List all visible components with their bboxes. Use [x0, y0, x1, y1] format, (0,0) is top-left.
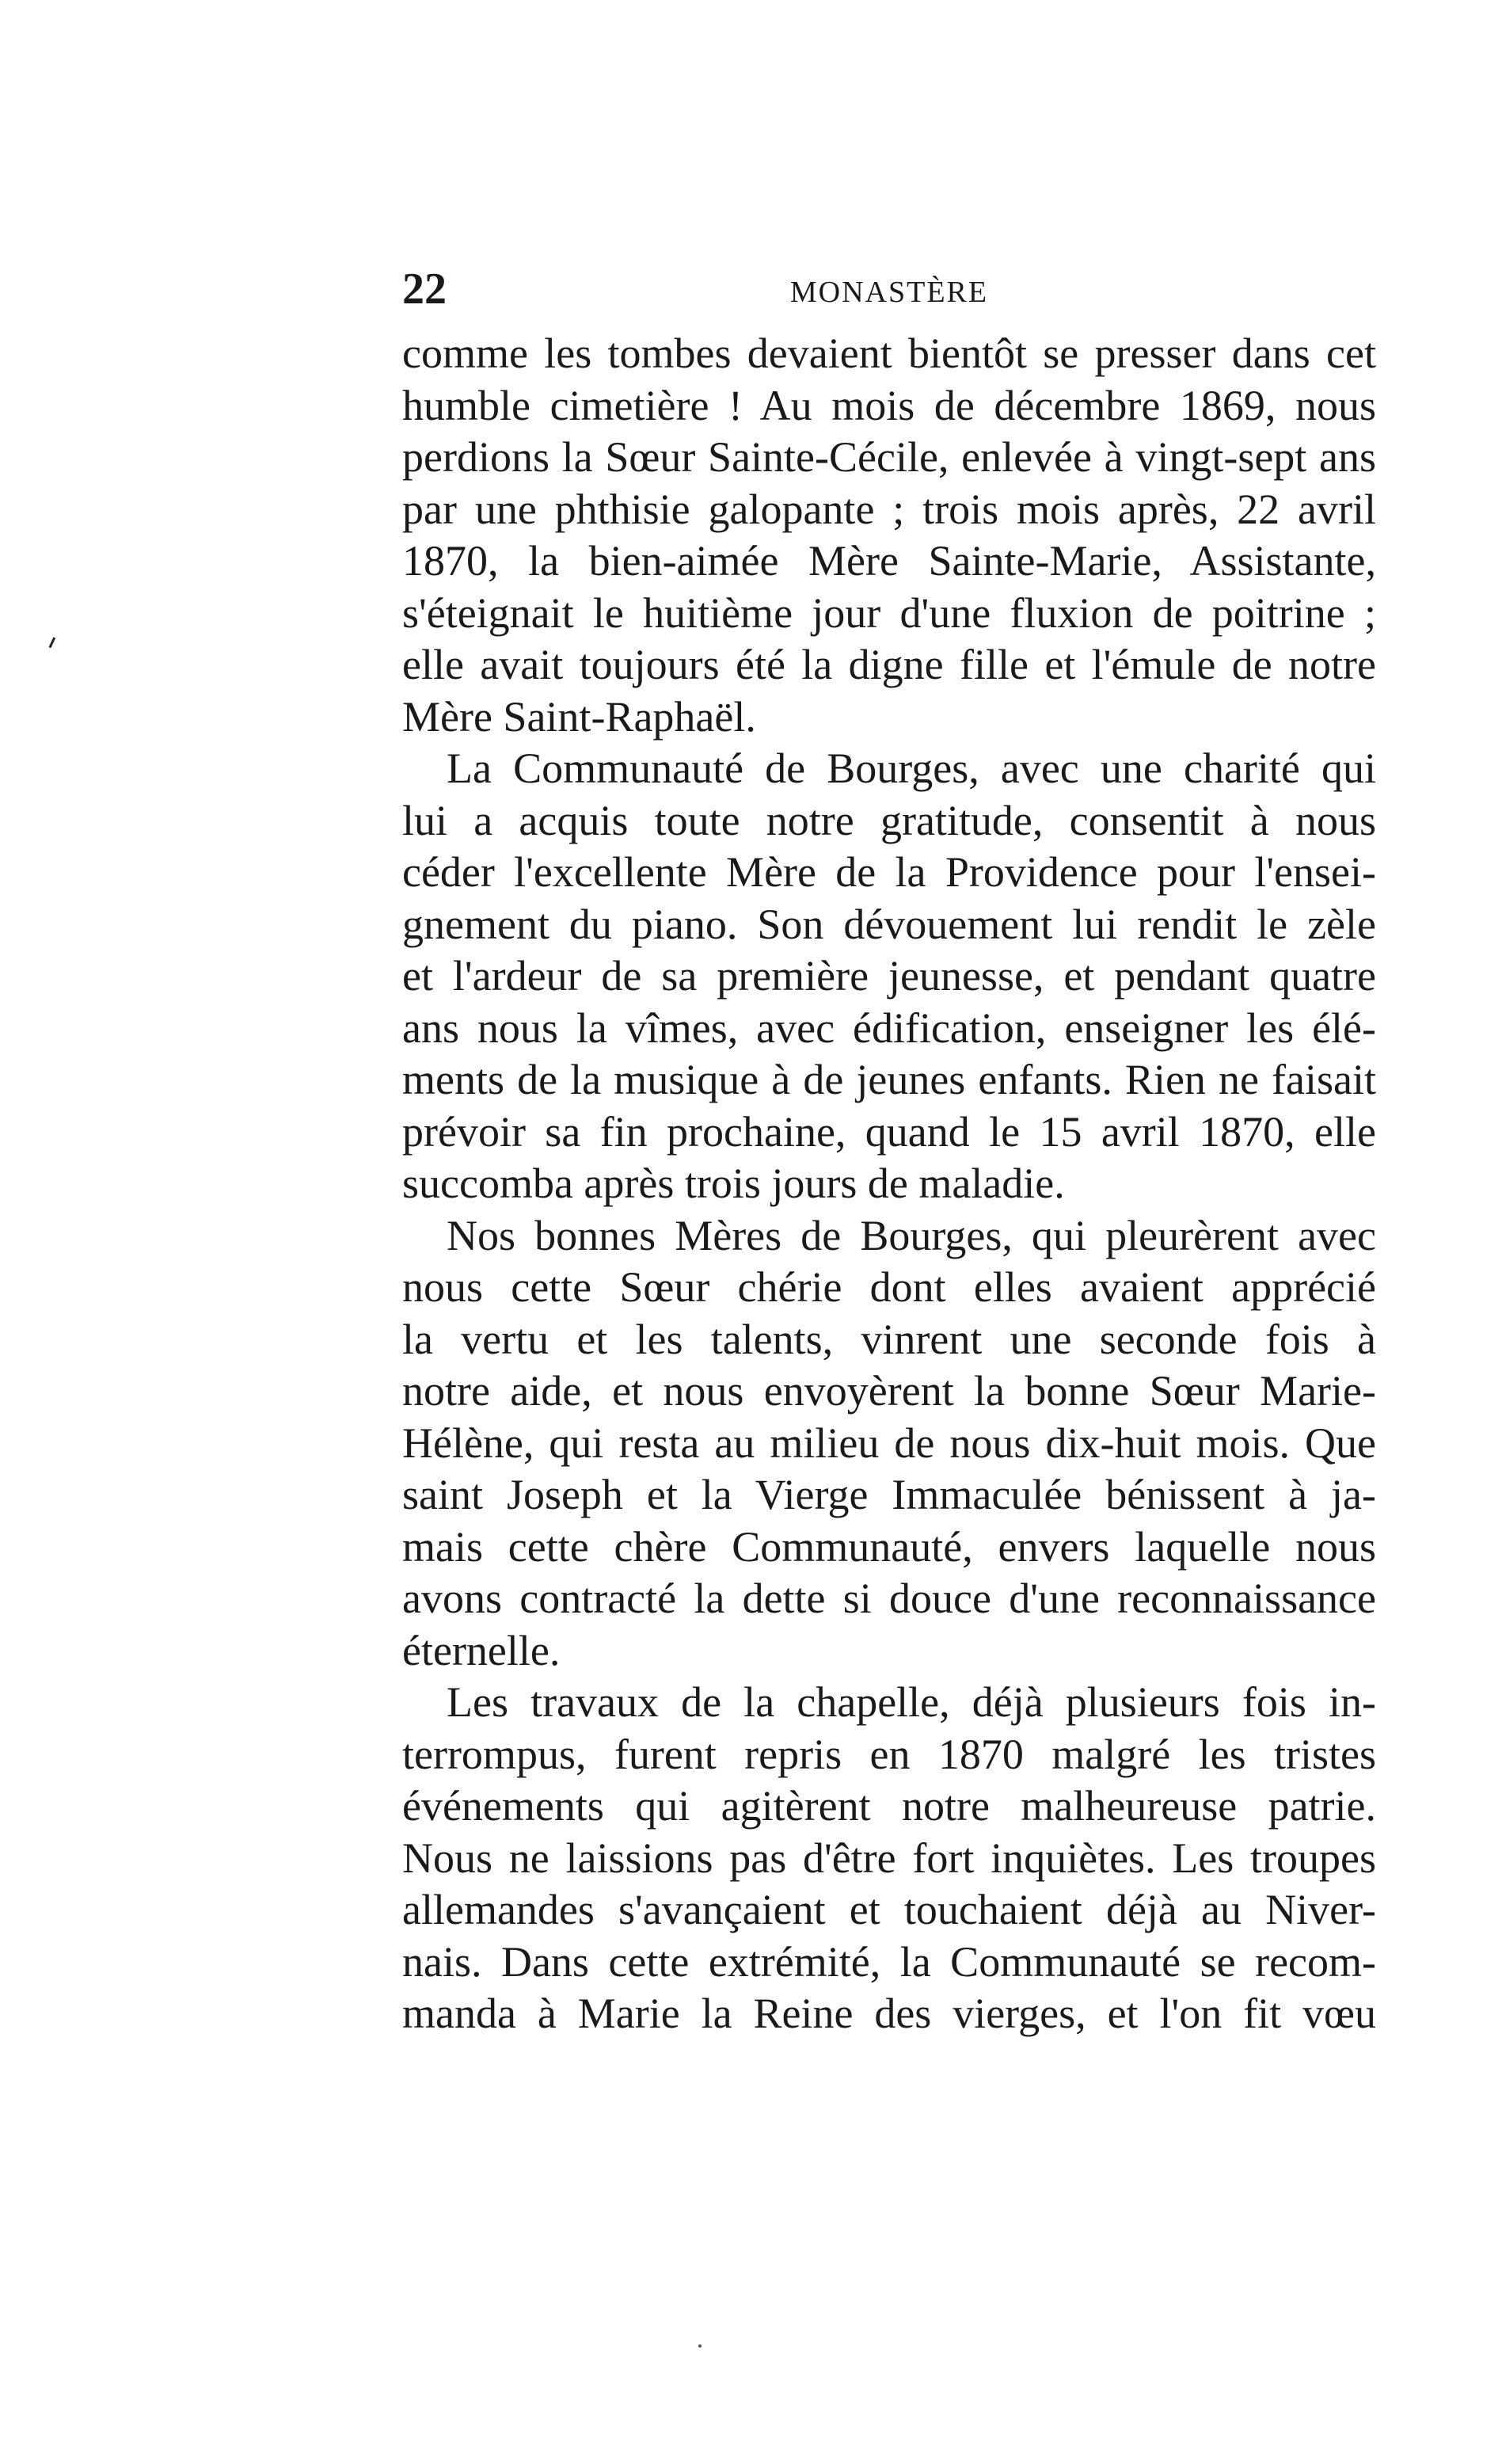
text-line: s'éteignait le huitième jour d'une fluxion de poitrine ; — [402, 588, 1376, 637]
page-number: 22 — [402, 265, 447, 314]
text-line: nais. Dans cette extrémité, la Communauté se recom- — [402, 1937, 1376, 1986]
margin-mark — [49, 637, 62, 650]
text-line: saint Joseph et la Vierge Immaculée bénissent à ja- — [402, 1471, 1376, 1518]
text-line: gnement du piano. Son dévouement lui rendit le zèle — [402, 900, 1376, 948]
text-line: et l'ardeur de sa première jeunesse, et pendant quatre — [402, 952, 1376, 1000]
text-line: prévoir sa fin prochaine, quand le 15 avril 1870, elle — [402, 1107, 1376, 1156]
text-line: ans nous la vîmes, avec édification, enseigner les élé- — [402, 1003, 1376, 1052]
text-line: terrompus, furent repris en 1870 malgré les tristes — [402, 1730, 1376, 1778]
text-line: par une phthisie galopante ; trois mois après, 22 avril — [402, 485, 1376, 533]
text-line: Nous ne laissions pas d'être fort inquiètes. Les troupes — [402, 1834, 1376, 1882]
text-line: mais cette chère Communauté, envers laquelle nous — [402, 1522, 1376, 1571]
text-line: 1870, la bien-aimée Mère Sainte-Marie, Assistante, — [402, 537, 1376, 585]
text-line: céder l'excellente Mère de la Providence pour l'ensei- — [402, 848, 1376, 896]
text-line: allemandes s'avançaient et touchaient déjà au Niver- — [402, 1886, 1376, 1933]
text-line: nous cette Sœur chérie dont elles avaient apprécié — [402, 1263, 1376, 1311]
text-line: Mère Saint-Raphaël. — [402, 692, 756, 741]
text-line: éternelle. — [402, 1626, 561, 1674]
text-line: elle avait toujours été la digne fille et l'émule de notre — [402, 641, 1376, 688]
text-line: événements qui agitèrent notre malheureuse patrie. — [402, 1782, 1376, 1830]
text-line: perdions la Sœur Sainte-Cécile, enlevée à vingt-sept ans — [402, 433, 1376, 481]
text-line: Hélène, qui resta au milieu de nous dix-huit mois. Que — [402, 1419, 1376, 1467]
text-line: Les travaux de la chapelle, déjà plusieurs fois in- — [447, 1678, 1376, 1726]
text-line: avons contracté la dette si douce d'une reconnaissance — [402, 1575, 1376, 1622]
scan-speck — [698, 2344, 702, 2348]
body-text — [402, 328, 1376, 2040]
text-line: ments de la musique à de jeunes enfants. Rien ne faisait — [402, 1056, 1376, 1103]
text-line: notre aide, et nous envoyèrent la bonne Sœur Marie- — [402, 1367, 1376, 1415]
text-line: humble cimetière ! Au mois de décembre 1869, nous — [402, 381, 1376, 429]
text-line: la vertu et les talents, vinrent une seconde fois à — [402, 1315, 1376, 1363]
page-header — [402, 261, 1376, 317]
text-line: comme les tombes devaient bientôt se presser dans cet — [402, 329, 1376, 377]
text-line: Nos bonnes Mères de Bourges, qui pleurèrent avec — [447, 1211, 1376, 1259]
text-line: lui a acquis toute notre gratitude, consentit à nous — [402, 796, 1376, 844]
text-line: La Communauté de Bourges, avec une charité qui — [447, 745, 1376, 792]
text-line: manda à Marie la Reine des vierges, et l'on fit vœu — [402, 1990, 1376, 2037]
text-line: succomba après trois jours de maladie. — [402, 1160, 1065, 1207]
running-head: MONASTÈRE — [789, 276, 989, 309]
